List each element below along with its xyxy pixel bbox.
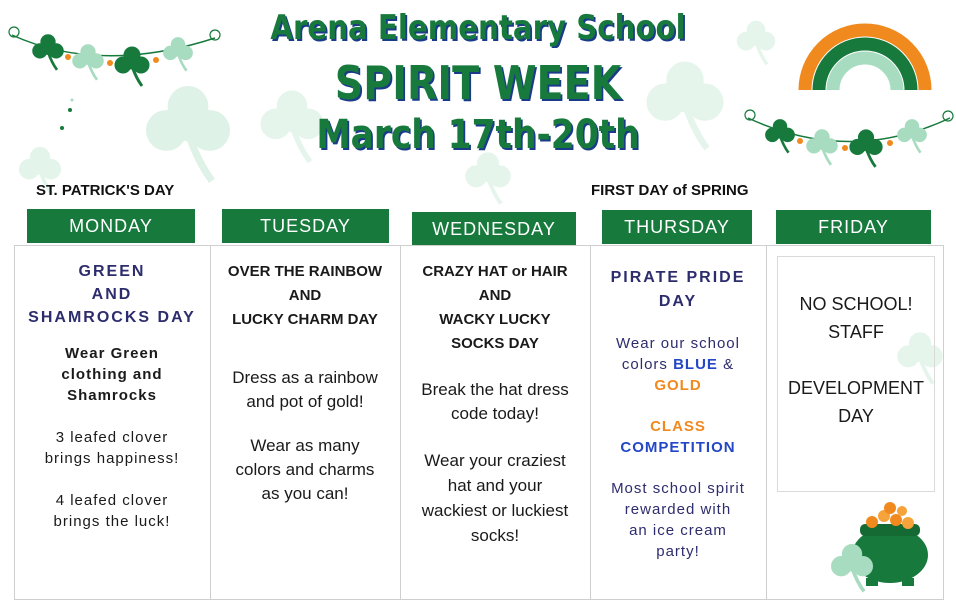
wednesday-desc-2: Wear your craziest hat and your wackiest or luckiest socks! (421, 451, 569, 545)
school-name: Arena Elementary School (270, 8, 686, 48)
day-header-tuesday: TUESDAY (222, 209, 389, 243)
monday-cell (14, 260, 210, 532)
tuesday-theme: OVER THE RAINBOW AND LUCKY CHARM DAY (227, 263, 383, 328)
thursday-class-competition: CLASS COMPETITION (620, 418, 736, 456)
tuesday-desc-2: Wear as many colors and charms as you can! (235, 436, 375, 503)
thursday-prize: Most school spirit rewarded with an ice cream party! (611, 480, 745, 560)
wednesday-desc-1: Break the hat dress code today! (421, 380, 569, 423)
monday-note-1: 3 leafed clover brings happiness! (44, 429, 180, 467)
thursday-theme: PIRATE PRIDE DAY (610, 269, 746, 310)
tuesday-desc-1: Dress as a rainbow and pot of gold! (232, 368, 378, 411)
shamrock-icon (466, 153, 510, 204)
day-header-monday: MONDAY (27, 209, 195, 243)
event-title: SPIRIT WEEK (334, 56, 622, 110)
thursday-cell (590, 266, 766, 562)
tuesday-cell (210, 260, 400, 506)
friday-cell: NO SCHOOL! STAFF DEVELOPMENT DAY (787, 294, 925, 426)
event-dates: March 17th-20th (316, 112, 640, 158)
day-header-friday: FRIDAY (776, 210, 931, 244)
monday-theme: GREEN AND SHAMROCKS DAY (28, 263, 196, 326)
wednesday-theme: CRAZY HAT or HAIR AND WACKY LUCKY SOCKS DAY (422, 263, 568, 352)
color-blue-label: BLUE (673, 356, 718, 373)
st-patricks-label: ST. PATRICK'S DAY (36, 182, 175, 199)
thursday-wear: Wear our school colors BLUE & GOLD (590, 333, 766, 396)
wednesday-cell (400, 260, 590, 548)
day-header-thursday: THURSDAY (602, 210, 752, 244)
column-divider (766, 245, 767, 600)
day-header-wednesday: WEDNESDAY (412, 212, 576, 246)
monday-note-2: 4 leafed clover brings the luck! (53, 492, 171, 530)
color-gold-label: GOLD (654, 377, 702, 394)
first-spring-label: FIRST DAY of SPRING (591, 182, 749, 199)
monday-wear: Wear Green clothing and Shamrocks (61, 345, 163, 404)
